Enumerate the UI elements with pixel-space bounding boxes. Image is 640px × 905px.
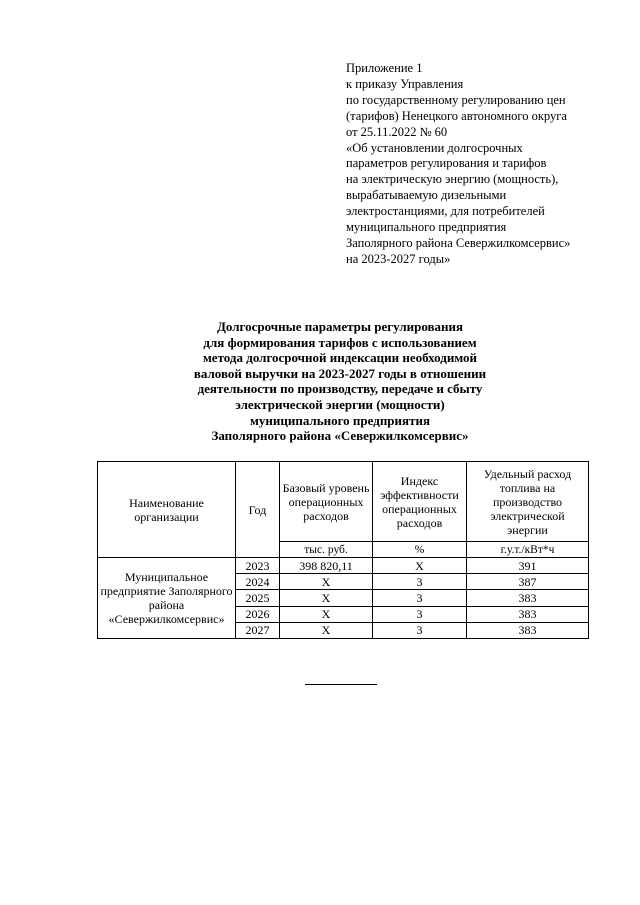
base-level-cell: Х <box>280 622 373 638</box>
unit-efficiency-index: % <box>373 542 467 558</box>
title-line: Долгосрочные параметры регулирования <box>216 319 464 334</box>
year-cell: 2023 <box>236 558 280 574</box>
title-line: электрической энергии (мощности) <box>235 396 445 412</box>
unit-fuel-consumption: г.у.т./кВт*ч <box>467 542 589 558</box>
appendix-line: электростанциями, для потребителей <box>346 204 545 219</box>
unit-base-level: тыс. руб. <box>280 542 373 558</box>
appendix-line: от 25.11.2022 № 60 <box>346 124 448 139</box>
appendix-line: вырабатываемую дизельными <box>346 188 507 203</box>
efficiency-index-cell: Х <box>373 558 467 574</box>
organization-name-cell: Муниципальное предприятие Заполярного района «Севержилкомсервис» <box>98 558 236 639</box>
table-header-row <box>98 462 589 542</box>
fuel-consumption-cell: 391 <box>467 558 589 574</box>
fuel-consumption-cell: 387 <box>467 574 589 590</box>
closing-separator-line <box>305 684 377 685</box>
appendix-line: по государственному регулированию цен <box>346 92 566 107</box>
header-year: Год <box>236 462 280 558</box>
appendix-block <box>346 61 616 268</box>
title-line: для формирования тарифов с использованием <box>203 334 477 350</box>
fuel-consumption-cell: 383 <box>467 622 589 638</box>
header-base-level: Базовый уровень операционных расходов <box>280 462 373 542</box>
appendix-line: параметров регулирования и тарифов <box>346 156 547 171</box>
header-fuel-consumption: Удельный расход топлива на производство электрической энергии <box>467 462 589 542</box>
efficiency-index-cell: 3 <box>373 606 467 622</box>
base-level-cell: Х <box>280 574 373 590</box>
document-title <box>120 319 560 444</box>
appendix-line: «Об установлении долгосрочных <box>346 140 523 155</box>
year-cell: 2025 <box>236 590 280 606</box>
parameters-table <box>97 461 589 639</box>
efficiency-index-cell: 3 <box>373 622 467 638</box>
efficiency-index-cell: 3 <box>373 590 467 606</box>
fuel-consumption-cell: 383 <box>467 590 589 606</box>
appendix-line: на 2023-2027 годы» <box>346 251 451 266</box>
year-cell: 2024 <box>236 574 280 590</box>
title-line: валовой выручки на 2023-2027 годы в отношении <box>193 365 487 381</box>
header-organization: Наименование организации <box>98 462 236 558</box>
efficiency-index-cell: 3 <box>373 574 467 590</box>
appendix-line: Приложение 1 <box>346 61 423 75</box>
year-cell: 2027 <box>236 622 280 638</box>
base-level-cell: Х <box>280 590 373 606</box>
year-cell: 2026 <box>236 606 280 622</box>
base-level-cell: 398 820,11 <box>280 558 373 574</box>
header-efficiency-index: Индекс эффективности операционных расходов <box>373 462 467 542</box>
appendix-line: Заполярного района Севержилкомсервис» <box>346 235 571 250</box>
title-line: Заполярного района «Севержилкомсервис» <box>211 428 469 444</box>
appendix-line: муниципального предприятия <box>346 220 507 235</box>
appendix-line: на электрическую энергию (мощность), <box>346 172 559 187</box>
base-level-cell: Х <box>280 606 373 622</box>
title-line: деятельности по производству, передаче и сбыту <box>197 381 483 397</box>
appendix-line: к приказу Управления <box>346 76 464 91</box>
title-line: муниципального предприятия <box>250 412 430 428</box>
fuel-consumption-cell: 383 <box>467 606 589 622</box>
table-row <box>98 558 589 574</box>
appendix-line: (тарифов) Ненецкого автономного округа <box>346 108 567 123</box>
title-line: метода долгосрочной индексации необходимой <box>202 350 478 366</box>
